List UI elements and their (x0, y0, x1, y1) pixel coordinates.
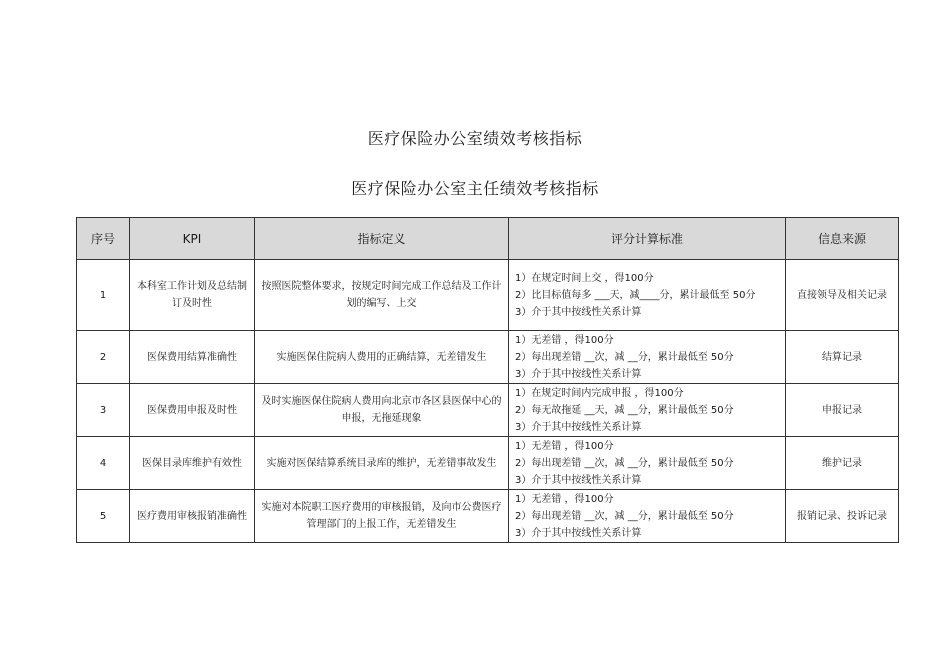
row-criteria (509, 437, 786, 490)
criteria-line: 2）每出现差错 __次，减 __分，累计最低至 50分 (515, 457, 734, 469)
criteria-line: 1）无差错 ，得100分 (515, 440, 614, 452)
row-source: 维护记录 (786, 437, 899, 490)
criteria-line: 2）每无故拖延 __天，减 __分，累计最低至 50分 (515, 404, 734, 416)
row-no: 1 (77, 260, 130, 331)
row-kpi: 医保费用结算准确性 (130, 331, 255, 384)
row-criteria (509, 260, 786, 331)
row-criteria (509, 384, 786, 437)
table-header-row (77, 218, 899, 260)
table-row (77, 260, 899, 331)
criteria-line: 3）介于其中按线性关系计算 (515, 421, 642, 433)
row-criteria (509, 490, 786, 543)
row-no: 3 (77, 384, 130, 437)
criteria-line: 1）无差错 ，得100分 (515, 334, 614, 346)
header-kpi: KPI (130, 218, 255, 260)
table-row (77, 384, 899, 437)
criteria-line: 3）介于其中按线性关系计算 (515, 527, 642, 539)
row-kpi: 医保费用申报及时性 (130, 384, 255, 437)
table-row (77, 490, 899, 543)
row-definition: 按照医院整体要求，按规定时间完成工作总结及工作计划的编写、上交 (255, 260, 509, 331)
page-title: 医疗保险办公室绩效考核指标 (367, 129, 583, 148)
header-source: 信息来源 (786, 218, 899, 260)
criteria-line: 2）每出现差错 __次，减 __分，累计最低至 50分 (515, 351, 734, 363)
row-definition: 实施医保住院病人费用的正确结算，无差错发生 (255, 331, 509, 384)
row-definition: 及时实施医保住院病人费用向北京市各区县医保中心的申报，无拖延现象 (255, 384, 509, 437)
row-kpi: 医保目录库维护有效性 (130, 437, 255, 490)
header-definition: 指标定义 (255, 218, 509, 260)
row-no: 2 (77, 331, 130, 384)
row-source: 直接领导及相关记录 (786, 260, 899, 331)
row-source: 结算记录 (786, 331, 899, 384)
row-source: 报销记录、投诉记录 (786, 490, 899, 543)
criteria-line: 2）每出现差错 __次，减 __分，累计最低至 50分 (515, 510, 734, 522)
header-no: 序号 (77, 218, 130, 260)
row-definition: 实施对本院职工医疗费用的审核报销，及向市公费医疗管理部门的上报工作，无差错发生 (255, 490, 509, 543)
table-row (77, 437, 899, 490)
criteria-line: 1）在规定时间内完成申报 ，得100分 (515, 387, 684, 399)
criteria-line: 3）介于其中按线性关系计算 (515, 306, 642, 318)
row-kpi: 医疗费用审核报销准确性 (130, 490, 255, 543)
table-row (77, 331, 899, 384)
row-definition: 实施对医保结算系统目录库的维护，无差错事故发生 (255, 437, 509, 490)
criteria-line: 3）介于其中按线性关系计算 (515, 474, 642, 486)
row-criteria (509, 331, 786, 384)
criteria-line: 3）介于其中按线性关系计算 (515, 368, 642, 380)
row-source: 申报记录 (786, 384, 899, 437)
header-criteria: 评分计算标准 (509, 218, 786, 260)
criteria-line: 1）在规定时间上交 ，得100分 (515, 272, 654, 284)
criteria-line: 2）比目标值每多 ___天，减____分，累计最低至 50分 (515, 289, 756, 301)
criteria-line: 1）无差错 ，得100分 (515, 493, 614, 505)
row-kpi: 本科室工作计划及总结制订及时性 (130, 260, 255, 331)
page-subtitle: 医疗保险办公室主任绩效考核指标 (351, 179, 599, 198)
kpi-table (76, 217, 899, 543)
row-no: 4 (77, 437, 130, 490)
row-no: 5 (77, 490, 130, 543)
